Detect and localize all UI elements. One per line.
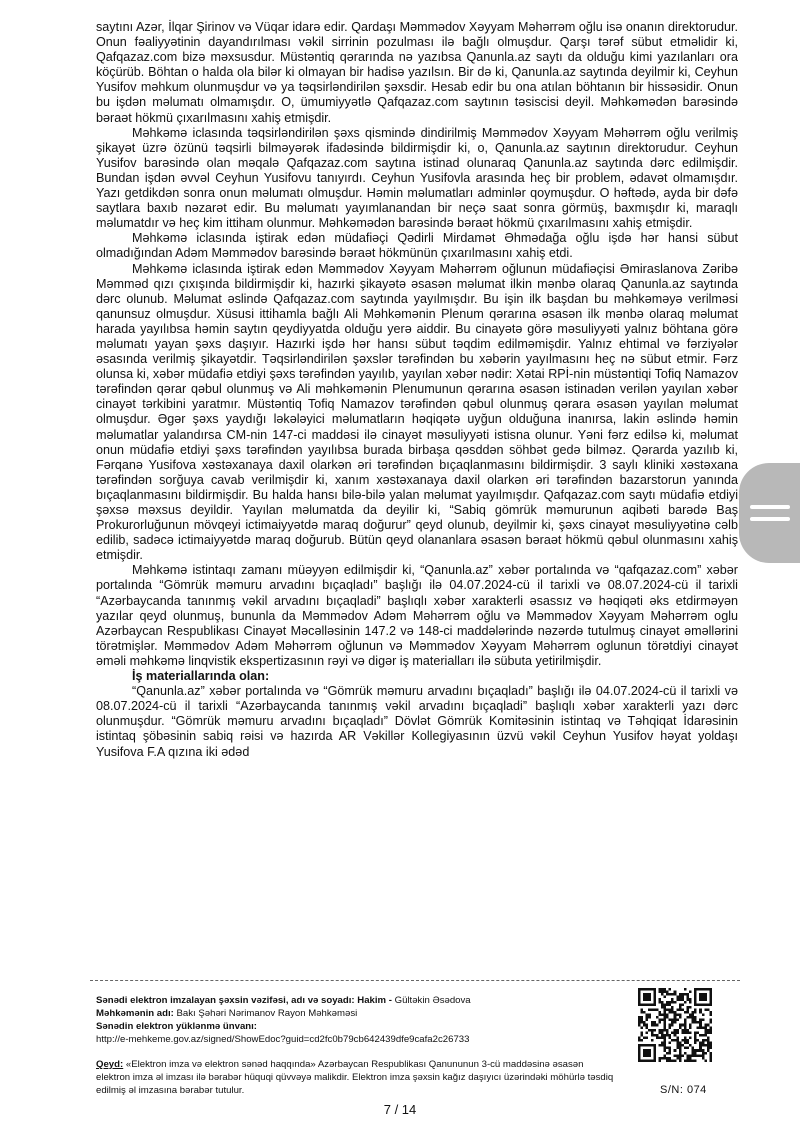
url-label: Sənədin elektron yüklənmə ünvanı: — [96, 1021, 258, 1032]
url-row — [96, 1033, 616, 1046]
footer-divider — [90, 980, 740, 981]
handle-bar-top — [750, 505, 790, 509]
court-row — [96, 1007, 616, 1020]
document-body — [96, 20, 738, 760]
signer-label: Sənədi elektron imzalayan şəxsin vəzifəsi, adı və soyadı: Hakim - — [96, 995, 392, 1006]
paragraph: Məhkəmə iclasında təqsirləndirilən şəxs qismində dindirilmiş Məmmədov Xəyyam Məhərrəm oğlu verilmiş şikayət üzrə özünü təqsirli bilməyərək ifadəsində bildirmişdir ki, o, Qanunla.az saytının direktorudur. Ceyhun Yusifov barəsində olan məqalə Qafqazaz.com saytına istinad olunaraq Qanunla.az saytında dərc edilmişdir. Bundan işdən əvvəl Ceyhun Yusifovu tanıyırdı. Ceyhun Yusifovla arasında heç bir problem, ədavət olmamışdır. Yazı getdikdən sonra onun məlumatı olmuşdur. Həmin məlumatları adminlər qoymuşdur. O həftədə, ayda bir dəfə saytlara baxıb nəzarət edir. Bu məlumatı yayımlanandan bir neçə saat sonra görmüş, baxmışdır ki, maraqlı məlumatdır və heç kim ittiham olunmur. Məhkəmədən barəsində bəraət hökmü çıxarılmasını xahiş etmişdir. — [96, 125, 738, 231]
signer-value: Gültəkin Əsədova — [394, 995, 471, 1006]
signer-row — [96, 994, 616, 1007]
qr-code-icon — [638, 988, 712, 1062]
paragraph: Məhkəmə istintaqı zamanı müəyyən edilmişdir ki, “Qanunla.az” xəbər portalında və “qafqazaz.com” xəbər portalında “Gömrük məmuru arvadını bıçaqladı” başlığı ilə 04.07.2024-cü il tarixli və 08.07.2024-cü il tarixli “Azərbaycanda tanınmış vəkil arvadını bıçaqladi” başlıqlı xəbər xarakterli əsassız və həqiqəti əks etdirməyən yazılar qeyd olunmuş, bununla da Məmmədov Adəm Məhərrəm oğlu və Məmmədov Xəyyam Məhərrəm oglu Azərbaycan Respublikası Cinayət Məcəlləsinin 147.2 və 148-ci maddələrində nəzərdə tutulmuş cinayət əməllərini törətmişlər. Məmmədov Adəm Məhərrəm oğlunun və Məmmədov Xəyyam Məhərrəm oglunun törətdiyi cinayət əməli məhkəmə linqvistik ekspertizasının rəyi və digər iş materialları ilə sübuta yetirilmişdir. — [96, 563, 738, 668]
paragraph: “Qanunla.az” xəbər portalında və “Gömrük məmuru arvadını bıçaqladı” başlığı ilə 04.07.2024-cü il tarixli və 08.07.2024-cü il tarixli “Azərbaycanda tanınmış vəkil arvadını bıçaqladi” başlıqlı xəbər xarakterli yazı dərc olunmuşdur. “Gömrük məmuru arvadını bıçaqladı” Dövlət Gömrük Komitəsinin istintaq və Təhqiqat İdarəsinin istintaq şöbəsinin sabiq rəisi və hazırda AR Vəkillər Kollegiyasının üzvü vəkil Ceyhun Yusifov həyat yoldaşı Yusifova F.A qızına iki ədəd — [96, 684, 738, 759]
document-url[interactable]: http://e-mehkeme.gov.az/signed/ShowEdoc?guid=cd2fc0b79cb642439dfe9cafa2c26733 — [96, 1034, 470, 1045]
court-label: Məhkəmənin adı: — [96, 1008, 174, 1019]
page-number: 7 / 14 — [383, 1102, 417, 1117]
paragraph: Məhkəmə iclasında iştirak edən müdafiəçi Qədirli Mirdamət Əhmədağa oğlu işdə hər hansi sübut olmadığından Adəm Məmmədov barəsində bəraət hökmünün çıxarılmasını xahiş etdi. — [96, 231, 738, 261]
note-text: «Elektron imza və elektron sənəd haqqında» Azərbaycan Respublikası Qanununun 3-cü maddəsinə əsasən elektron imza əl imzası ilə bərabər hüquqi qüvvəyə malikdir. Elektron imza şəxsin kağız daşıyıcı üzərindəki möhürlə təsdiq edilmiş əl imzasına bərabər tutulur. — [96, 1059, 614, 1096]
handle-bar-bottom — [750, 517, 790, 521]
signature-footer — [96, 994, 616, 1097]
drag-handle-icon[interactable] — [739, 463, 800, 563]
section-heading: İş materiallarında olan: — [132, 669, 270, 684]
legal-note — [96, 1058, 616, 1097]
url-label-row — [96, 1020, 616, 1033]
paragraph: saytını Azər, İlqar Şirinov və Vüqar idarə edir. Qardaşı Məmmədov Xəyyam Məhərrəm oğlu isə onanın direktorudur. Onun fəaliyyətinin dayandırılması vəkil sirrinin pozulması ilə bağlı olmuşdur. Qarşı tərəf sübut etməlidir ki, Qafqazaz.com bizə məxsusdur. Müstəntiq qərarında nə yazıbsa Qanunla.az saytı da olduğu kimi yazılanları ora köçürüb. Böhtan o halda ola bilər ki olmayan bir hadisə yazılsın. Bir də ki, Qanunla.az saytında deyilmir ki, Ceyhun Yusifov məhkum olunmuşdur və ya təqsirləndirilən şəxsdir. Hesab edir bu ona atılan böhtanın bir hissəsidir. Onun bu işdən məlumatı olmamışdır. O, ümumiyyətlə Qafqazaz.com saytının təsiscisi deyil. Məhkəmədən barəsində bəraət hökmü çıxarılmasını xahiş etmişdir. — [96, 20, 738, 125]
paragraph: Məhkəmə iclasında iştirak edən Məmmədov Xəyyam Məhərrəm oğlunun müdafiəçisi Əmiraslanova Zəribə Məmməd qızı çıxışında bildirmişdir ki, hazırki şikayətə əsasən məlumat ilkin mənbə olaraq Qanunla.az saytında dərc olunub. Məlumat əslində Qafqazaz.com saytında yayılmışdır. Bu işin ilk başdan bu məhkəməyə verilməsi qanunsuz olmuşdur. Xüsusi ittihamla bağlı Ali Məhkəmənin Plenum qərarına əsasən ilk mənbə olaraq məlumat harada yayılıbsa həmin saytın qeydiyyatda olduğu yerə aiddir. Bu cinayətə görə məsuliyyəti yalnız böhtana görə məlumatı yayan şəxs daşıyır. Hazırki işdə hər hansı sübut təqdim edilməmişdir. Yalnız ehtimal və fərziyələr əsasında verilmiş şikayətdir. Təqsirləndirilən şəxslər tərəfindən bu xəbərin yayılmasını heç nə sübut etmir. Fərz olunsa ki, xəbər müdafiə etdiyi şəxs tərəfindən yayılıb, yayılan xəbər nədir: Xətai RPİ-nin müstəntiqi Tofiq Namazov tərəfindən qərar qəbul olunmuş və Ali məhkəmənin Plenumunun qərarına əsasən istinadən verilən yayılan xəbər cinayət tərkibini yaratmır. Müstəntiq Tofiq Namazov tərəfindən qəbul olunmuş qərara əsasən yayılan məlumat olmuşdur. Əgər şəxs yaydığı ləkələyici məlumatların həqiqətə uyğun olduğuna inanırsa, lakin əslində həmin məlumatlar yalandırsa CM-nin 147-ci maddəsi ilə cinayət məsuliyyəti istisna olunur. Yəni fərz edilsə ki, məlumat onun müdafiə etdiyi şəxs tərəfindən yayılıbsa burada birbaşa qəsddən söhbət gedə bilməz. Qərarda yazılıb ki, Fərqanə Yusifova xəstəxanaya daxil olarkən əri tərəfindən bıçaqlanmasını bildirmişdir. 3 saylı kliniki xəstəxana tərəfindən sorğuya cavab verilmişdir ki, xanım xəstəxanaya daxil olarkən əri tərəfindən bazarstorun yanında bıçaqlanmasını bildirmişdir. Bu halda hansı bilə-bilə yalan məlumat yayılmışdır. Qafqazaz.com saytı müdafiə etdiyi şəxsə məxsus deyildir. Yayılan məlumatda da deyilir ki, “Sabiq gömrük məmurunun aqibəti barədə Baş Prokurorluğunun mövqeyi ictimaiyyətdə maraq doğurur” qeyd olunub, deyilmir ki, şəxs cinayət məsuliyyətinə cəlb edilib, sadəcə ictimaiyyətdə maraq doğurub. Bütün qeyd olananlara əsasən bəraət hökmü qəbul olunmasını xahiş etmişdir. — [96, 261, 738, 563]
court-value: Bakı Şəhəri Nərimanov Rayon Məhkəməsi — [176, 1008, 358, 1019]
serial-number: S/N: 074 — [660, 1084, 707, 1096]
note-label: Qeyd: — [96, 1059, 124, 1070]
